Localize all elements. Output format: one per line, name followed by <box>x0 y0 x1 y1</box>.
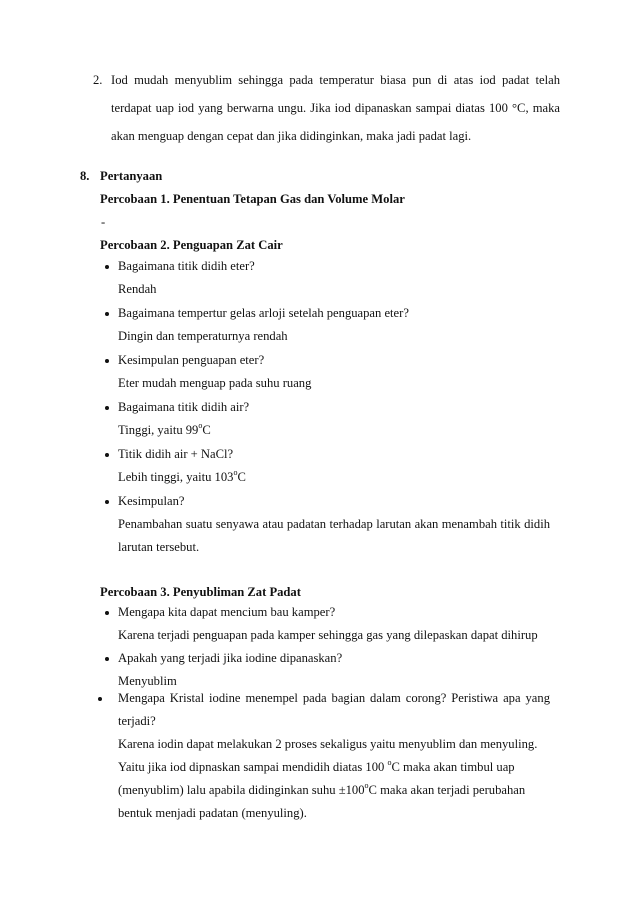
bullet-icon <box>105 312 109 316</box>
experiment-1-title: Percobaan 1. Penentuan Tetapan Gas dan Volume Molar <box>100 192 405 206</box>
question: Apakah yang terjadi jika iodine dipanaskan? <box>118 651 343 665</box>
paragraph-line: Iod mudah menyublim sehingga pada temperatur biasa pun di atas iod padat telah <box>111 73 560 87</box>
bullet-icon <box>105 406 109 410</box>
question: terjadi? <box>118 714 156 728</box>
question: Kesimpulan? <box>118 494 185 508</box>
question: Mengapa kita dapat mencium bau kamper? <box>118 605 336 619</box>
question: Bagaimana titik didih eter? <box>118 259 255 273</box>
answer: Karena iodin dapat melakukan 2 proses sekaligus yaitu menyublim dan menyuling. <box>118 737 538 751</box>
bullet-icon <box>105 359 109 363</box>
answer: Tinggi, yaitu 99$^o$C <box>118 420 211 437</box>
answer: bentuk menjadi padatan (menyuling). <box>118 806 307 820</box>
paragraph-line: akan menguap dengan cepat dan jika didinginkan, maka jadi padat lagi. <box>111 129 472 143</box>
answer: Yaitu jika iod dipnaskan sampai mendidih diatas 100 $^o$C maka akan timbul uap <box>118 757 515 774</box>
question: Mengapa Kristal iodine menempel pada bagian dalam corong? Peristiwa apa yang <box>118 691 550 705</box>
answer: Lebih tinggi, yaitu 103$^o$C <box>118 467 246 484</box>
question: Kesimpulan penguapan eter? <box>118 353 265 367</box>
answer: Penambahan suatu senyawa atau padatan terhadap larutan akan menambah titik didih <box>118 517 550 531</box>
answer: Menyublim <box>118 674 177 688</box>
question: Bagaimana titik didih air? <box>118 400 250 414</box>
bullet-icon <box>105 611 109 615</box>
paragraph-line: terdapat uap iod yang berwarna ungu. Jika iod dipanaskan sampai diatas 100 °C, maka <box>111 101 560 115</box>
list-number: 2. <box>93 73 103 87</box>
answer: Rendah <box>118 282 157 296</box>
section-number: 8. <box>80 169 90 183</box>
answer: (menyublim) lalu apabila didinginkan suhu $\pm 100^oC$ maka akan terjadi perubahan <box>118 780 526 797</box>
experiment-3-title: Percobaan 3. Penyubliman Zat Padat <box>100 585 301 599</box>
answer: Eter mudah menguap pada suhu ruang <box>118 376 312 390</box>
bullet-icon <box>105 500 109 504</box>
bullet-icon <box>105 657 109 661</box>
experiment-1-answer: - <box>101 215 106 229</box>
experiment-2-title: Percobaan 2. Penguapan Zat Cair <box>100 238 283 252</box>
question: Titik didih air + NaCl? <box>118 447 234 461</box>
answer: larutan tersebut. <box>118 540 200 554</box>
section-title: Pertanyaan <box>100 169 163 183</box>
bullet-icon <box>105 453 109 457</box>
answer: Karena terjadi penguapan pada kamper sehingga gas yang dilepaskan dapat dihirup <box>118 628 538 642</box>
bullet-icon <box>105 265 109 269</box>
question: Bagaimana tempertur gelas arloji setelah penguapan eter? <box>118 306 409 320</box>
answer: Dingin dan temperaturnya rendah <box>118 329 288 343</box>
bullet-icon <box>98 697 102 701</box>
